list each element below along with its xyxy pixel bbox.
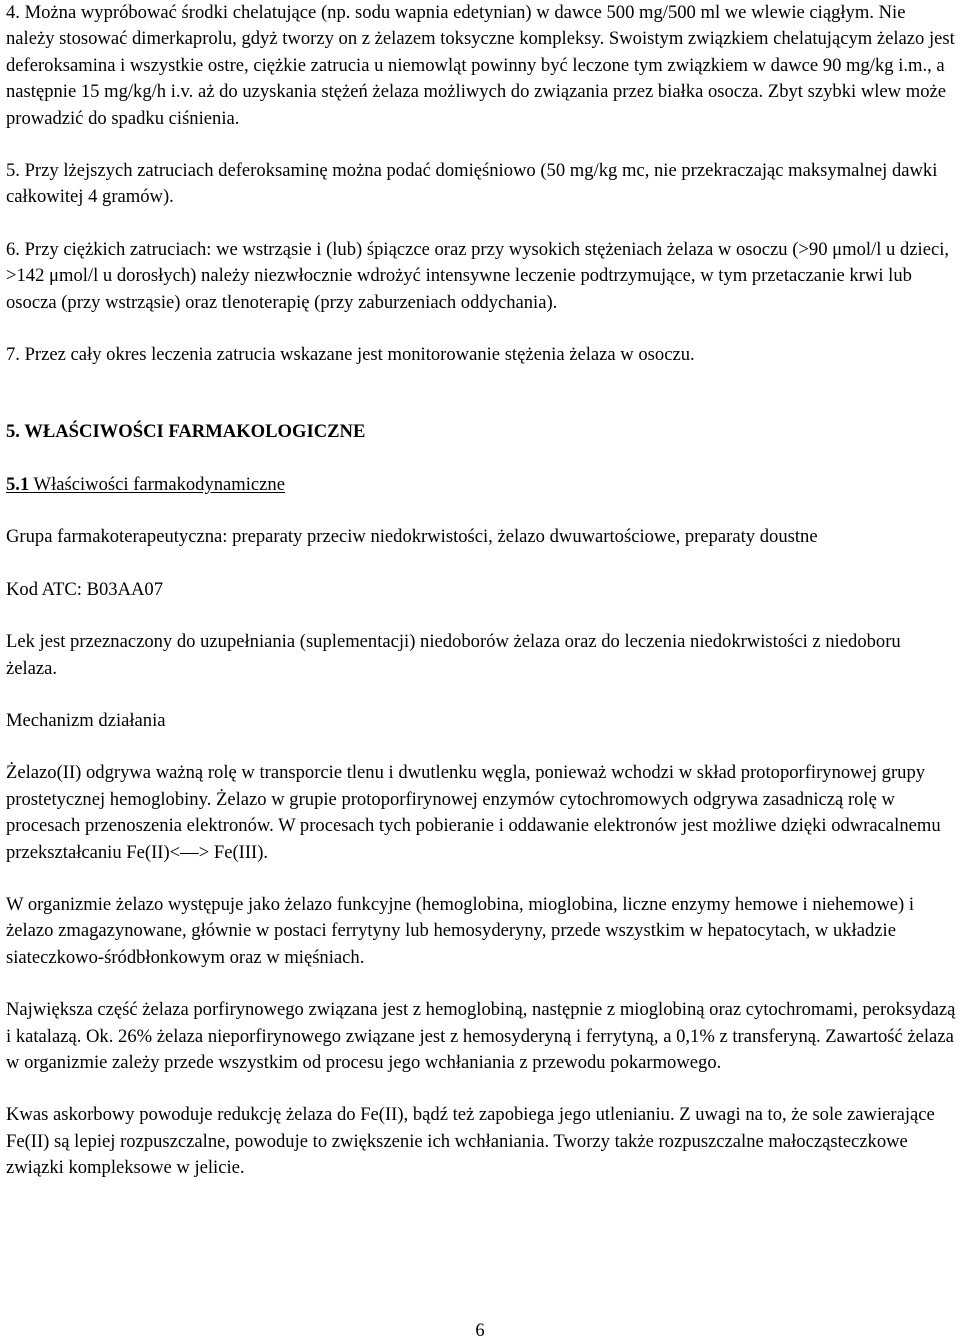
document-page	[6, 0, 956, 1182]
paragraph-treatment-4: 4. Można wypróbować środki chelatujące (np. sodu wapnia edetynian) w dawce 500 mg/500 ml we wlewie ciągłym. Nie należy stosować dimerkaprolu, gdyż tworzy on z żelazem toksyczne kompleksy. Swoistym związkiem chelatującym żelazo jest deferoksamina i wszystkie ostre, ciężkie zatrucia u niemowląt powinny być leczone tym związkiem w dawce 90 mg/kg i.m., a następnie 15 mg/kg/h i.v. aż do uzyskania stężeń żelaza możliwych do związania przez białka osocza. Zbyt szybki wlew może prowadzić do spadku ciśnienia.	[6, 2, 955, 129]
paragraph-mechanism-1: Żelazo(II) odgrywa ważną rolę w transporcie tlenu i dwutlenku węgla, ponieważ wchodzi w skład protoporfirynowej grupy prostetycznej hemoglobiny. Żelazo w grupie protoporfirynowej enzymów cytochromowych odgrywa zasadniczą rolę w procesach przenoszenia elektronów. W procesach tych pobieranie i oddawanie elektronów jest możliwe dzięki odwracalnemu przekształcaniu Fe(II)<—> Fe(III).	[6, 762, 941, 863]
paragraph-pharmacotherapeutic-group: Grupa farmakoterapeutyczna: preparaty przeciw niedokrwistości, żelazo dwuwartościowe, preparaty doustne	[6, 526, 818, 548]
paragraph-mechanism-2: W organizmie żelazo występuje jako żelazo funkcyjne (hemoglobina, mioglobina, liczne enzymy hemowe i niehemowe) i żelazo zmagazynowane, głównie w postaci ferrytyny lub hemosyderyny, przede wszystkim w hepatocytach, w układzie siateczkowo-śródbłonkowym oraz w mięśniach.	[6, 893, 915, 968]
section-heading: 5. WŁAŚCIWOŚCI FARMAKOLOGICZNE	[6, 421, 366, 443]
paragraph-treatment-7: 7. Przez cały okres leczenia zatrucia wskazane jest monitorowanie stężenia żelaza w osoczu.	[6, 344, 695, 366]
paragraph-indication: Lek jest przeznaczony do uzupełniania (suplementacji) niedoborów żelaza oraz do leczenia niedokrwistości z niedoboru żelaza.	[6, 631, 901, 679]
paragraph-mechanism-4: Kwas askorbowy powoduje redukcję żelaza do Fe(II), bądź też zapobiega jego utlenianiu. Z uwagi na to, że sole zawierające Fe(II) są lepiej rozpuszczalne, powoduje to zwiększenie ich wchłaniania. Tworzy także rozpuszczalne małocząsteczkowe związki kompleksowe w jelicie.	[6, 1104, 935, 1179]
paragraph-treatment-6: 6. Przy ciężkich zatruciach: we wstrząsie i (lub) śpiączce oraz przy wysokich stężeniach żelaza w osoczu (>90 μmol/l u dzieci, >142 μmol/l u dorosłych) należy niezwłocznie wdrożyć intensywne leczenie podtrzymujące, w tym przetaczanie krwi lub osocza (przy wstrząsie) oraz tlenoterapię (przy zaburzeniach oddychania).	[6, 238, 950, 313]
page-number: 6	[475, 1320, 485, 1341]
subsection-number: 5.1	[6, 473, 30, 495]
paragraph-mechanism-3: Największa część żelaza porfirynowego związana jest z hemoglobiną, następnie z mioglobiną oraz cytochromami, peroksydazą i katalazą. Ok. 26% żelaza nieporfirynowego związane jest z hemosyderyną i ferrytyną, a 0,1% z transferyną. Zawartość żelaza w organizmie zależy przede wszystkim od procesu jego wchłaniania z przewodu pokarmowego.	[6, 999, 956, 1073]
subsection-heading	[6, 472, 956, 498]
paragraph-atc-code: Kod ATC: B03AA07	[6, 578, 164, 600]
mechanism-heading: Mechanizm działania	[6, 709, 166, 731]
subsection-title: Właściwości farmakodynamiczne	[29, 473, 285, 495]
paragraph-treatment-5: 5. Przy lżejszych zatruciach deferoksaminę można podać domięśniowo (50 mg/kg mc, nie przekraczając maksymalnej dawki całkowitej 4 gramów).	[6, 160, 938, 208]
